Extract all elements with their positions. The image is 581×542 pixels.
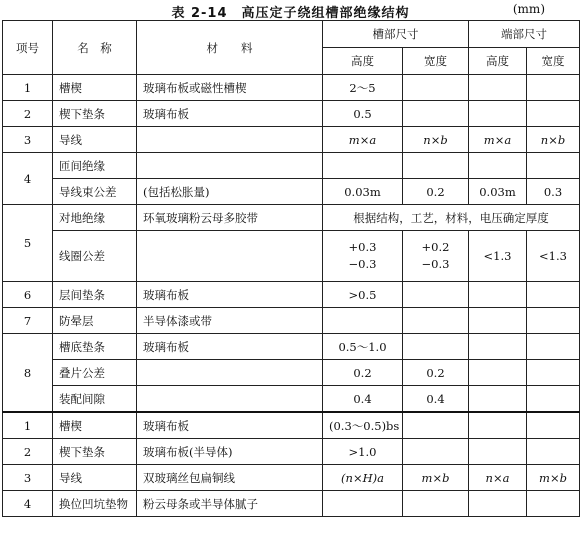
row-end-height: n×a	[469, 465, 527, 491]
row-name: 导线	[53, 465, 137, 491]
row-slot-height	[323, 308, 403, 334]
row-slot-width	[403, 412, 469, 439]
insulation-table	[2, 20, 580, 517]
row-end-width	[527, 282, 580, 308]
row-material: 双玻璃丝包扁铜线	[137, 465, 323, 491]
table-row	[3, 412, 580, 439]
header-end-width: 宽度	[527, 48, 580, 75]
row-end-height: 0.03m	[469, 179, 527, 205]
row-material: 玻璃布板或磁性槽楔	[137, 75, 323, 101]
row-slot-height: (0.3～0.5)bs	[323, 412, 403, 439]
row-no: 6	[3, 282, 53, 308]
table-row	[3, 334, 580, 360]
row-name: 导线	[53, 127, 137, 153]
header-no: 项号	[3, 21, 53, 75]
row-name: 叠片公差	[53, 360, 137, 386]
row-name: 匝间绝缘	[53, 153, 137, 179]
row-slot-width: n×b	[403, 127, 469, 153]
table-row	[3, 465, 580, 491]
row-no: 4	[3, 491, 53, 517]
header-material: 材 料	[137, 21, 323, 75]
row-slot-width: 0.4	[403, 386, 469, 413]
row-material: 粉云母条或半导体腻子	[137, 491, 323, 517]
row-name: 换位凹坑垫物	[53, 491, 137, 517]
row-end-height	[469, 386, 527, 413]
row-slot-height: 0.4	[323, 386, 403, 413]
row-end-height: <1.3	[469, 231, 527, 282]
row-material	[137, 231, 323, 282]
row-material	[137, 127, 323, 153]
row-slot-height	[323, 153, 403, 179]
row-name: 层间垫条	[53, 282, 137, 308]
row-name: 装配间隙	[53, 386, 137, 413]
row-slot-height: m×a	[323, 127, 403, 153]
row-end-width	[527, 75, 580, 101]
row-end-width	[527, 101, 580, 127]
row-end-height	[469, 412, 527, 439]
row-name: 楔下垫条	[53, 439, 137, 465]
header-end-size: 端部尺寸	[469, 21, 580, 48]
row-name: 防晕层	[53, 308, 137, 334]
row-no: 5	[3, 205, 53, 282]
row-slot-height: 0.2	[323, 360, 403, 386]
row-material	[137, 360, 323, 386]
row-material: 玻璃布板(半导体)	[137, 439, 323, 465]
row-end-width	[527, 491, 580, 517]
table-row	[3, 231, 580, 282]
row-no: 3	[3, 465, 53, 491]
row-no: 3	[3, 127, 53, 153]
row-slot-width	[403, 231, 469, 282]
row-end-width: n×b	[527, 127, 580, 153]
row-slot-width	[403, 334, 469, 360]
table-row	[3, 153, 580, 179]
row-end-width: m×b	[527, 465, 580, 491]
row-name: 对地绝缘	[53, 205, 137, 231]
row-slot-height: 0.5	[323, 101, 403, 127]
table-row	[3, 75, 580, 101]
row-slot-width: 0.2	[403, 360, 469, 386]
tolerance-upper: +0.3	[348, 240, 377, 254]
row-slot-height	[323, 231, 403, 282]
row-slot-width	[403, 101, 469, 127]
row-slot-height: 2～5	[323, 75, 403, 101]
header-end-height: 高度	[469, 48, 527, 75]
table-row	[3, 179, 580, 205]
row-name: 线圈公差	[53, 231, 137, 282]
row-slot-height: (n×H)a	[323, 465, 403, 491]
row-end-height	[469, 308, 527, 334]
header-row-1	[3, 21, 580, 48]
table-title: 表 2-14 高压定子绕组槽部绝缘结构	[171, 6, 410, 21]
row-end-width	[527, 334, 580, 360]
table-row	[3, 101, 580, 127]
header-slot-height: 高度	[323, 48, 403, 75]
table-row	[3, 386, 580, 413]
row-material: (包括松胀量)	[137, 179, 323, 205]
row-slot-width: 0.2	[403, 179, 469, 205]
row-no: 7	[3, 308, 53, 334]
row-end-height	[469, 75, 527, 101]
row-end-height	[469, 334, 527, 360]
row-end-height	[469, 360, 527, 386]
row-end-height	[469, 101, 527, 127]
row-name: 导线束公差	[53, 179, 137, 205]
row-slot-width	[403, 491, 469, 517]
header-slot-size: 槽部尺寸	[323, 21, 469, 48]
table-row	[3, 308, 580, 334]
row-material: 玻璃布板	[137, 101, 323, 127]
row-end-width	[527, 153, 580, 179]
row-material: 玻璃布板	[137, 412, 323, 439]
tolerance-lower: −0.3	[348, 257, 377, 271]
tolerance-upper: +0.2	[421, 240, 450, 254]
tolerance-lower: −0.3	[421, 257, 450, 271]
row-slot-width	[403, 75, 469, 101]
header-name: 名 称	[53, 21, 137, 75]
table-row	[3, 439, 580, 465]
row-thickness-note: 根据结构，工艺，材料，电压确定厚度	[323, 205, 580, 231]
unit-label: (mm)	[512, 2, 545, 16]
row-name: 槽楔	[53, 412, 137, 439]
row-end-width	[527, 412, 580, 439]
row-slot-height: 0.03m	[323, 179, 403, 205]
header-slot-width: 宽度	[403, 48, 469, 75]
row-name: 槽楔	[53, 75, 137, 101]
row-slot-width	[403, 308, 469, 334]
row-end-width: 0.3	[527, 179, 580, 205]
row-slot-width	[403, 153, 469, 179]
table-row	[3, 491, 580, 517]
row-slot-width	[403, 439, 469, 465]
row-material: 半导体漆或带	[137, 308, 323, 334]
row-material	[137, 386, 323, 413]
row-material: 环氧玻璃粉云母多胶带	[137, 205, 323, 231]
row-no: 2	[3, 101, 53, 127]
row-end-width	[527, 308, 580, 334]
row-end-width	[527, 439, 580, 465]
row-slot-height: >0.5	[323, 282, 403, 308]
row-slot-width	[403, 282, 469, 308]
row-material: 玻璃布板	[137, 282, 323, 308]
row-material: 玻璃布板	[137, 334, 323, 360]
row-no: 1	[3, 412, 53, 439]
row-slot-width: m×b	[403, 465, 469, 491]
table-row	[3, 127, 580, 153]
row-no: 2	[3, 439, 53, 465]
row-end-height	[469, 491, 527, 517]
row-no: 1	[3, 75, 53, 101]
row-name: 楔下垫条	[53, 101, 137, 127]
row-material	[137, 153, 323, 179]
row-end-height	[469, 439, 527, 465]
title-row	[0, 0, 581, 20]
row-end-height	[469, 282, 527, 308]
row-slot-height	[323, 491, 403, 517]
table-row	[3, 360, 580, 386]
row-end-width	[527, 386, 580, 413]
row-name: 槽底垫条	[53, 334, 137, 360]
table-row	[3, 205, 580, 231]
row-no: 8	[3, 334, 53, 413]
row-slot-height: >1.0	[323, 439, 403, 465]
row-no: 4	[3, 153, 53, 205]
row-end-height: m×a	[469, 127, 527, 153]
row-end-height	[469, 153, 527, 179]
row-slot-height: 0.5～1.0	[323, 334, 403, 360]
row-end-width	[527, 360, 580, 386]
table-row	[3, 282, 580, 308]
row-end-width: <1.3	[527, 231, 580, 282]
